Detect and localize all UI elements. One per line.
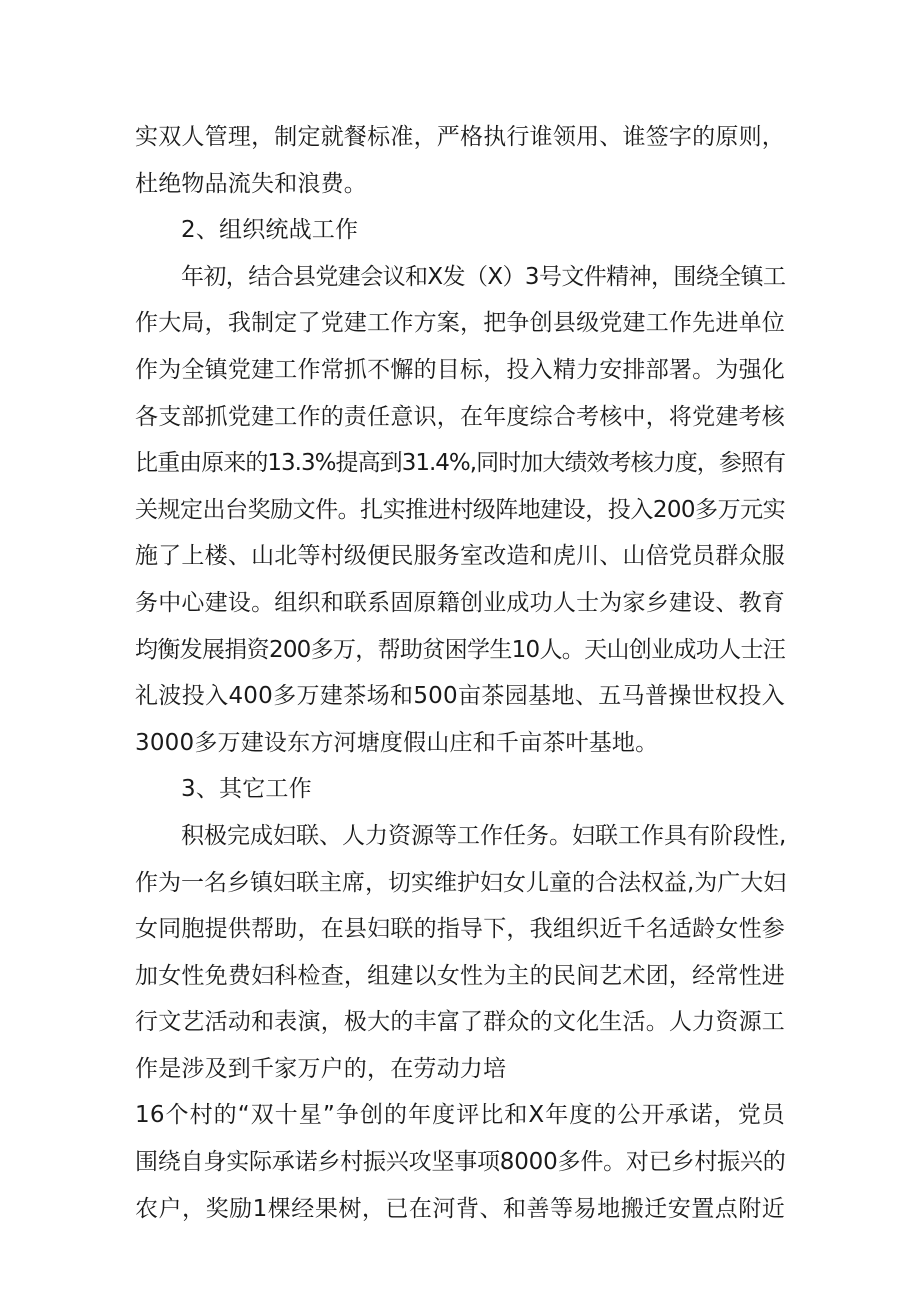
- text-line: 施了上楼、山北等村级便民服务室改造和虎川、山倍党员群众服: [135, 543, 785, 570]
- text-line: 农户，奖励1棵经果树，已在河背、和善等易地搬迁安置点附近: [135, 1195, 785, 1222]
- text-line: 礼波投入400多万建茶场和500亩茶园基地、五马普操世权投入: [135, 683, 785, 710]
- document-body: [135, 114, 785, 1232]
- text-line: 各支部抓党建工作的责任意识，在年度综合考核中，将党建考核: [135, 403, 785, 430]
- text-line: 杜绝物品流失和浪费。: [135, 170, 367, 197]
- text-line: 关规定出台奖励文件。扎实推进村级阵地建设，投入200多万元实: [135, 496, 785, 523]
- text-line: 实双人管理，制定就餐标准，严格执行谁领用、谁签字的原则，: [135, 124, 785, 150]
- text-line: 女同胞提供帮助，在县妇联的指导下，我组织近千名适龄女性参: [135, 916, 785, 943]
- text-line: 3、其它工作: [181, 776, 312, 803]
- text-line: 务中心建设。组织和联系固原籍创业成功人士为家乡建设、教育: [135, 589, 785, 616]
- text-line: 围绕自身实际承诺乡村振兴攻坚事项8000多件。对已乡村振兴的: [135, 1149, 786, 1176]
- text-line: 行文艺活动和表演，极大的丰富了群众的文化生活。人力资源工: [135, 1009, 785, 1036]
- text-line: 年初，结合县党建会议和X发（X）3号文件精神，围绕全镇工: [181, 263, 786, 290]
- text-line: 作为一名乡镇妇联主席，切实维护妇女儿童的合法权益,为广大妇: [135, 869, 787, 896]
- text-line: 3000多万建设东方河塘度假山庄和千亩茶叶基地。: [135, 729, 659, 756]
- text-line: 16个村的“双十星”争创的年度评比和X年度的公开承诺，党员: [135, 1102, 785, 1129]
- text-line: 作为全镇党建工作常抓不懈的目标，投入精力安排部署。为强化: [135, 356, 785, 383]
- text-line: 作是涉及到千家万户的，在劳动力培: [135, 1055, 507, 1082]
- text-line: 作大局，我制定了党建工作方案，把争创县级党建工作先进单位: [135, 310, 785, 337]
- text-line: 积极完成妇联、人力资源等工作任务。妇联工作具有阶段性,: [181, 822, 787, 849]
- text-line: 加女性免费妇科检查，组建以女性为主的民间艺术团，经常性进: [135, 962, 785, 989]
- text-line: 均衡发展捐资200多万，帮助贫困学生10人。天山创业成功人士汪: [135, 636, 785, 663]
- text-line: 比重由原来的13.3%提高到31.4%,同时加大绩效考核力度，参照有: [135, 450, 785, 477]
- text-line: 2、组织统战工作: [181, 217, 359, 244]
